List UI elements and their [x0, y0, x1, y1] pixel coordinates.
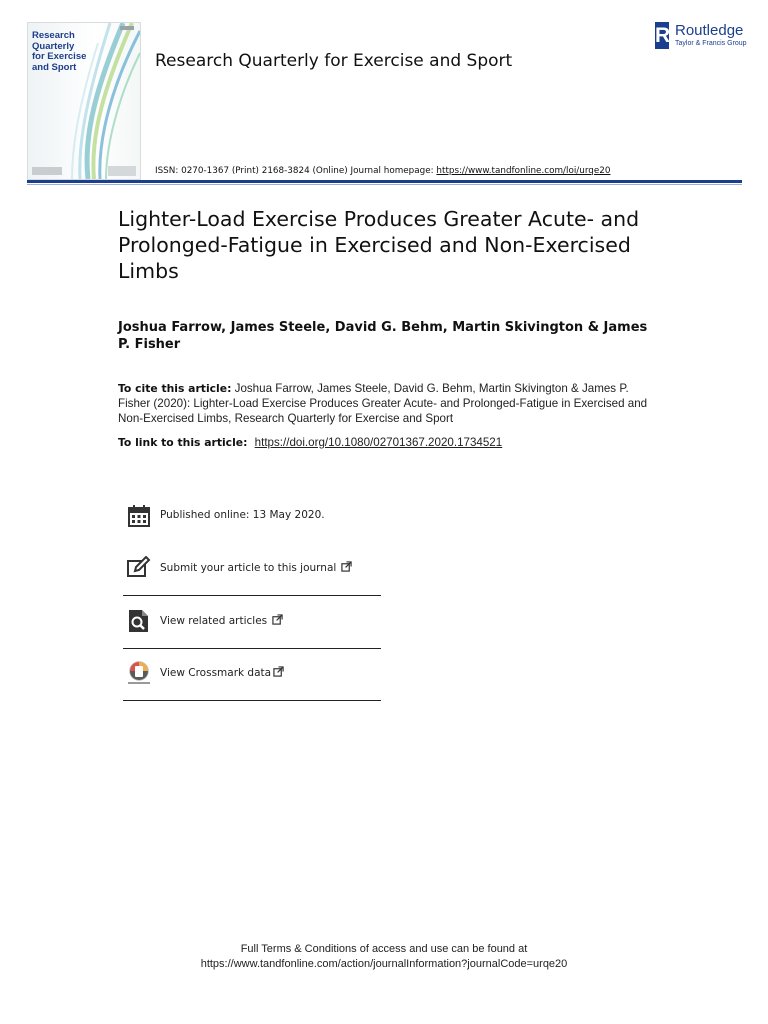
- crossmark-text[interactable]: [160, 666, 284, 679]
- calendar-icon: [127, 504, 151, 528]
- cite-text: Joshua Farrow, James Steele, David G. Behm, Martin Skivington & James P. Fisher (2020): Lighter-Load Exercise Produces Greater Acute- and Prolonged-Fatigue in Exercised and Non-Exercised Limbs, Research Quarterly for Exercise and Sport: [118, 382, 648, 425]
- submit-article-link[interactable]: [123, 544, 381, 596]
- crossmark-icon: [127, 661, 151, 685]
- external-link-icon: [273, 666, 284, 677]
- terms-footer: [0, 942, 768, 972]
- journal-name: Research Quarterly for Exercise and Sport: [155, 51, 513, 71]
- issn-line: [155, 166, 610, 176]
- issn-text: ISSN: 0270-1367 (Print) 2168-3824 (Online) Journal homepage:: [155, 166, 434, 176]
- related-articles-label: View related articles: [160, 615, 268, 627]
- related-articles-text[interactable]: [160, 614, 283, 627]
- citation-block: [118, 381, 658, 426]
- cover-society-logo: [108, 166, 136, 176]
- terms-text: Full Terms & Conditions of access and use can be found at: [240, 943, 528, 955]
- cite-label: To cite this article:: [118, 382, 232, 395]
- crossmark-label: View Crossmark data: [160, 667, 272, 679]
- link-label: To link to this article:: [118, 436, 248, 449]
- published-online-row: [123, 492, 381, 544]
- doi-link[interactable]: https://doi.org/10.1080/02701367.2020.1734521: [254, 436, 503, 449]
- article-link-block: [118, 436, 658, 449]
- routledge-r-glyph: R: [655, 24, 671, 47]
- header-divider-thin: [27, 184, 742, 185]
- journal-homepage-link[interactable]: https://www.tandfonline.com/loi/urqe20: [436, 166, 611, 176]
- article-authors: Joshua Farrow, James Steele, David G. Behm, Martin Skivington & James P. Fisher: [118, 320, 648, 352]
- row-divider: [123, 595, 381, 596]
- external-link-icon: [272, 614, 283, 625]
- journal-cover-image: [27, 22, 141, 180]
- published-online-text: Published online: 13 May 2020.: [160, 509, 325, 521]
- submit-article-text[interactable]: [160, 561, 352, 574]
- publisher-logo: [655, 22, 747, 52]
- cover-publisher-logo: [32, 167, 62, 175]
- header-divider: [27, 180, 742, 183]
- article-title: Lighter-Load Exercise Produces Greater Acute- and Prolonged-Fatigue in Exercised and Non-Exercised Limbs: [118, 207, 640, 283]
- edit-pencil-icon: [127, 556, 151, 580]
- external-link-icon: [341, 561, 352, 572]
- cover-issue-number: [120, 26, 134, 30]
- terms-url[interactable]: https://www.tandfonline.com/action/journalInformation?journalCode=urqe20: [200, 958, 568, 970]
- publisher-name: Routledge: [675, 22, 744, 39]
- publisher-tagline: Taylor & Francis Group: [675, 40, 747, 47]
- related-articles-link[interactable]: [123, 597, 381, 649]
- crossmark-link[interactable]: [123, 649, 381, 701]
- cover-title: Research Quarterly for Exercise and Sport: [32, 30, 87, 73]
- document-search-icon: [127, 609, 151, 633]
- submit-article-label: Submit your article to this journal: [160, 562, 337, 574]
- row-divider: [123, 700, 381, 701]
